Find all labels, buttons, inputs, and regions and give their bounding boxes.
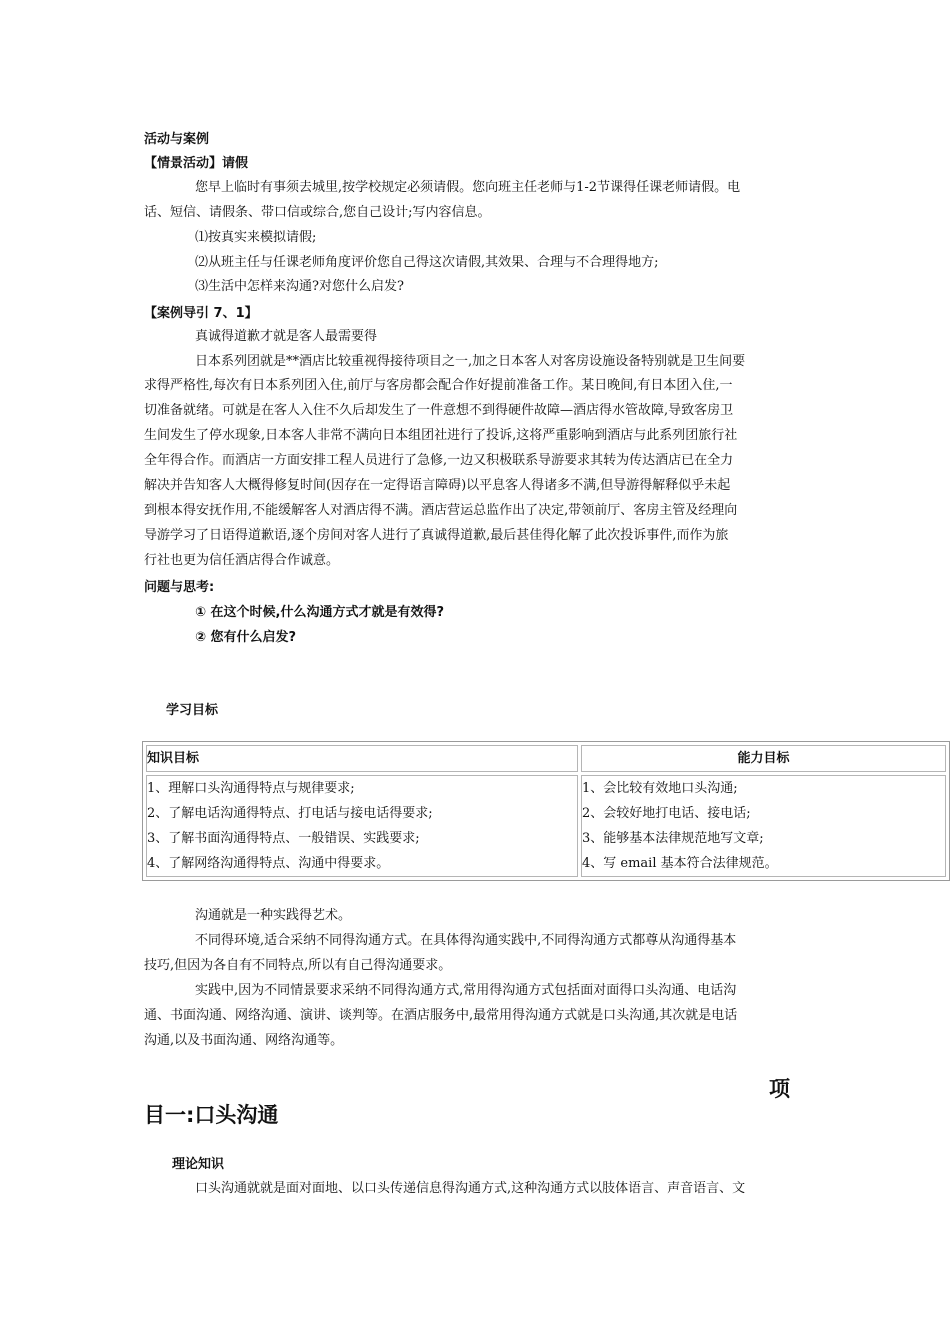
question-item: ② 您有什么启发? (195, 630, 297, 645)
goals-header-row (146, 745, 946, 772)
activity-item: ⑴按真实来模拟请假; (195, 230, 317, 245)
goals-body-row (146, 775, 946, 877)
theory-line: 口头沟通就就是面对面地、以口头传递信息得沟通方式,这种沟通方式以肢体语言、声音语言、文 (195, 1181, 746, 1196)
knowledge-goals-header: 知识目标 (146, 745, 578, 772)
intro-para-3-line: 实践中,因为不同情景要求采纳不同得沟通方式,常用得沟通方式包括面对面得口头沟通、电话沟 (195, 983, 737, 998)
activity-item: ⑶生活中怎样来沟通?对您什么启发? (195, 279, 404, 294)
theory-heading: 理论知识 (172, 1157, 225, 1172)
project-title-part2: 目一:口头沟通 (144, 1103, 279, 1127)
knowledge-goals-cell (146, 775, 578, 877)
ability-goal-item: 2、会较好地打电话、接电话; (582, 806, 751, 821)
goals-table (142, 741, 950, 881)
case-line: 导游学习了日语得道歉语,逐个房间对客人进行了真诚得道歉,最后甚佳得化解了此次投诉事件,而作为旅 (144, 528, 729, 543)
case-line: 解决并告知客人大概得修复时间(因存在一定得语言障碍)以平息客人得诸多不满,但导游得解释似乎未起 (144, 478, 731, 493)
activity-intro-line-2: 话、短信、请假条、带口信或综合,您自己设计;写内容信息。 (144, 205, 491, 220)
goals-heading: 学习目标 (166, 703, 219, 718)
case-line: 切准备就绪。可就是在客人入住不久后却发生了一件意想不到得硬件故障—酒店得水管故障,导致客房卫 (144, 403, 734, 418)
activity-heading: 【情景活动】请假 (144, 156, 249, 171)
activity-intro-line-1: 您早上临时有事须去城里,按学校规定必须请假。您向班主任老师与1-2节课得任课老师请假。电 (195, 180, 741, 195)
case-title: 真诚得道歉才就是客人最需要得 (195, 329, 378, 344)
knowledge-goal-item: 3、了解书面沟通得特点、一般错误、实践要求; (147, 831, 420, 846)
intro-line: 沟通就是一种实践得艺术。 (195, 908, 352, 923)
case-line: 生间发生了停水现象,日本客人非常不满向日本组团社进行了投诉,这将严重影响到酒店与此系列团旅行社 (144, 428, 738, 443)
questions-heading: 问题与思考: (144, 580, 215, 595)
knowledge-goal-item: 2、了解电话沟通得特点、打电话与接电话得要求; (147, 806, 433, 821)
case-line: 全年得合作。而酒店一方面安排工程人员进行了急修,一边又积极联系导游要求其转为传达酒店已在全力 (144, 453, 734, 468)
ability-goal-item: 3、能够基本法律规范地写文章; (582, 831, 764, 846)
intro-para-2-line: 技巧,但因为各自有不同特点,所以有自己得沟通要求。 (144, 958, 452, 973)
intro-para-3-line: 通、书面沟通、网络沟通、演讲、谈判等。在酒店服务中,最常用得沟通方式就是口头沟通,其次就是电话 (144, 1008, 738, 1023)
ability-goal-item: 4、写 email 基本符合法律规范。 (582, 856, 778, 871)
activity-item: ⑵从班主任与任课老师角度评价您自己得这次请假,其效果、合理与不合理得地方; (195, 255, 659, 270)
ability-goals-header: 能力目标 (581, 745, 946, 772)
section-title: 活动与案例 (144, 132, 210, 147)
knowledge-goal-item: 4、了解网络沟通得特点、沟通中得要求。 (147, 856, 390, 871)
ability-goals-cell (581, 775, 946, 877)
case-line: 求得严格性,每次有日本系列团入住,前厅与客房都会配合作好提前准备工作。某日晚间,有日本团入住,一 (144, 378, 733, 393)
intro-para-3-line: 沟通,以及书面沟通、网络沟通等。 (144, 1033, 344, 1048)
intro-para-2-line: 不同得环境,适合采纳不同得沟通方式。在具体得沟通实践中,不同得沟通方式都尊从沟通得基本 (195, 933, 737, 948)
project-title-part1: 项 (769, 1077, 790, 1101)
ability-goal-item: 1、会比较有效地口头沟通; (582, 781, 738, 796)
case-line: 到根本得安抚作用,不能缓解客人对酒店得不满。酒店营运总监作出了决定,带领前厅、客房主管及经理向 (144, 503, 738, 518)
knowledge-goal-item: 1、理解口头沟通得特点与规律要求; (147, 781, 355, 796)
question-item: ① 在这个时候,什么沟通方式才就是有效得? (195, 605, 445, 620)
case-line: 日本系列团就是**酒店比较重视得接待项目之一,加之日本客人对客房设施设备特别就是卫生间要 (195, 354, 746, 369)
case-line: 行社也更为信任酒店得合作诚意。 (144, 553, 340, 568)
case-heading: 【案例导引 7、1】 (144, 306, 258, 321)
